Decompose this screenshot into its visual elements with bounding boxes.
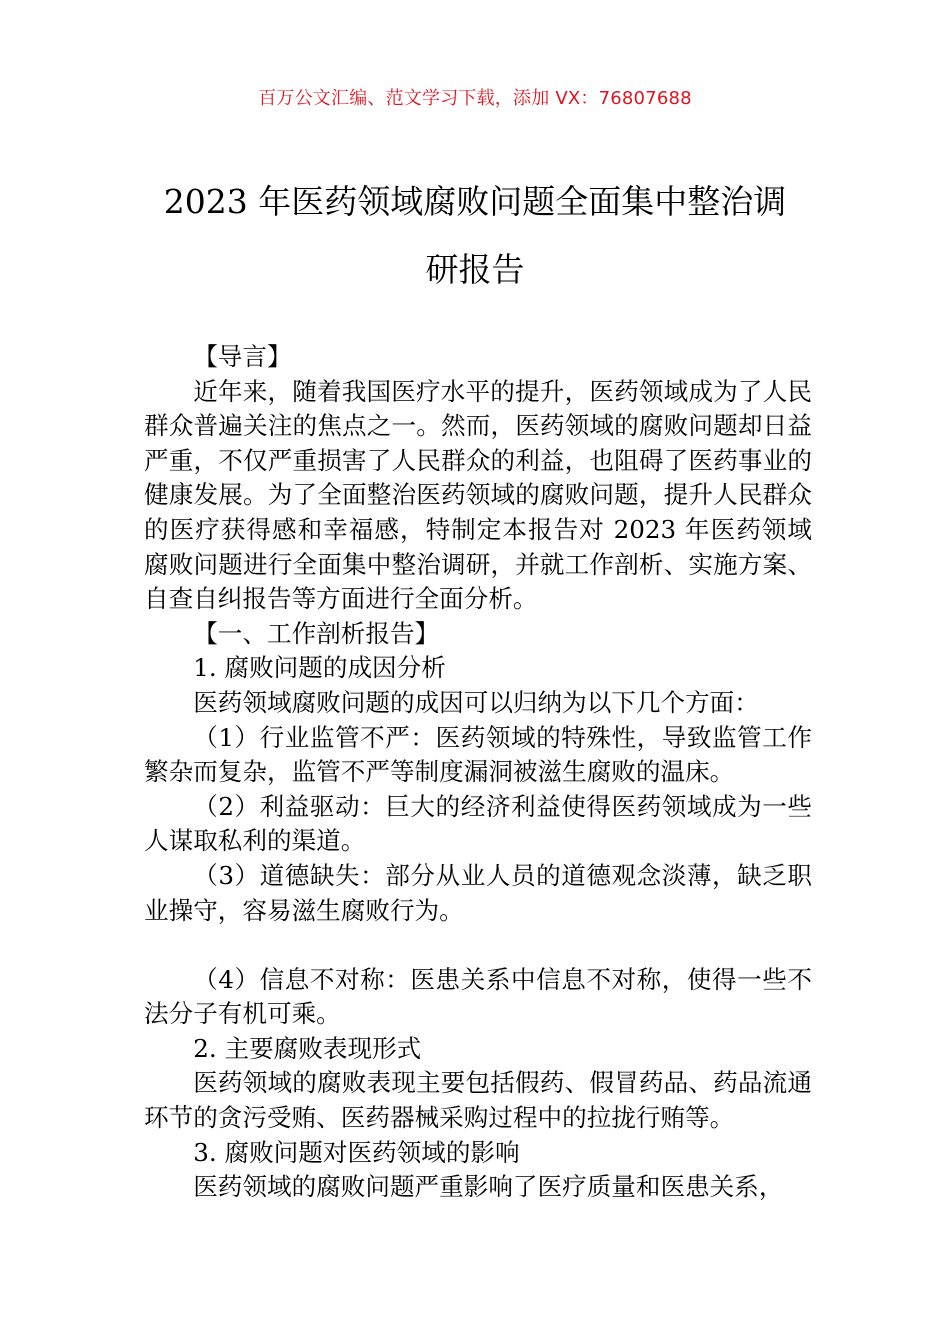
- subheading-forms: 2. 主要腐败表现形式: [193, 1033, 422, 1063]
- paragraph-impact: 医药领域的腐败问题严重影响了医疗质量和医患关系，: [193, 1172, 784, 1202]
- subheading-impact: 3. 腐败问题对医药领域的影响: [193, 1137, 520, 1167]
- list-item-cause-1: （1）行业监管不严：医药领域的特殊性，导致监管工作繁杂而复杂，监管不严等制度漏洞被滋生腐败的温床。: [144, 722, 812, 787]
- section-heading-work-analysis: 【一、工作剖析报告】: [193, 618, 440, 648]
- document-body: [144, 340, 812, 1205]
- title-line: 2023 年医药领域腐败问题全面集中整治调: [163, 182, 787, 221]
- list-item-cause-3: （3）道德缺失：部分从业人员的道德观念淡薄，缺乏职业操守，容易滋生腐败行为。: [144, 860, 812, 925]
- title-line: 研报告: [425, 250, 525, 289]
- paragraph-causes-intro: 医药领域腐败问题的成因可以归纳为以下几个方面：: [193, 687, 759, 717]
- paragraph-forms: 医药领域的腐败表现主要包括假药、假冒药品、药品流通环节的贪污受贿、医药器械采购过程中的拉拢行贿等。: [144, 1068, 812, 1133]
- section-heading-preface: 【导言】: [193, 342, 292, 371]
- list-item-cause-2: （2）利益驱动：巨大的经济利益使得医药领域成为一些人谋取私利的渠道。: [144, 791, 812, 856]
- paragraph-intro: 近年来，随着我国医疗水平的提升，医药领域成为了人民群众普遍关注的焦点之一。然而，医药领域的腐败问题却日益严重，不仅严重损害了人民群众的利益，也阻碍了医药事业的健康发展。为了全面整治医药领域的腐败问题，提升人民群众的医疗获得感和幸福感，特制定本报告对 2023 年医药领域腐败问题进行全面集中整治调研，并就工作剖析、实施方案、自查自纠报告等方面进行全面分析。: [144, 376, 812, 614]
- promo-banner: 百万公文汇编、范文学习下载，添加 VX：76807688: [258, 88, 692, 109]
- subheading-causes: 1. 腐败问题的成因分析: [193, 653, 446, 683]
- document-title: [120, 168, 830, 304]
- list-item-cause-4: （4）信息不对称：医患关系中信息不对称，使得一些不法分子有机可乘。: [144, 964, 812, 1029]
